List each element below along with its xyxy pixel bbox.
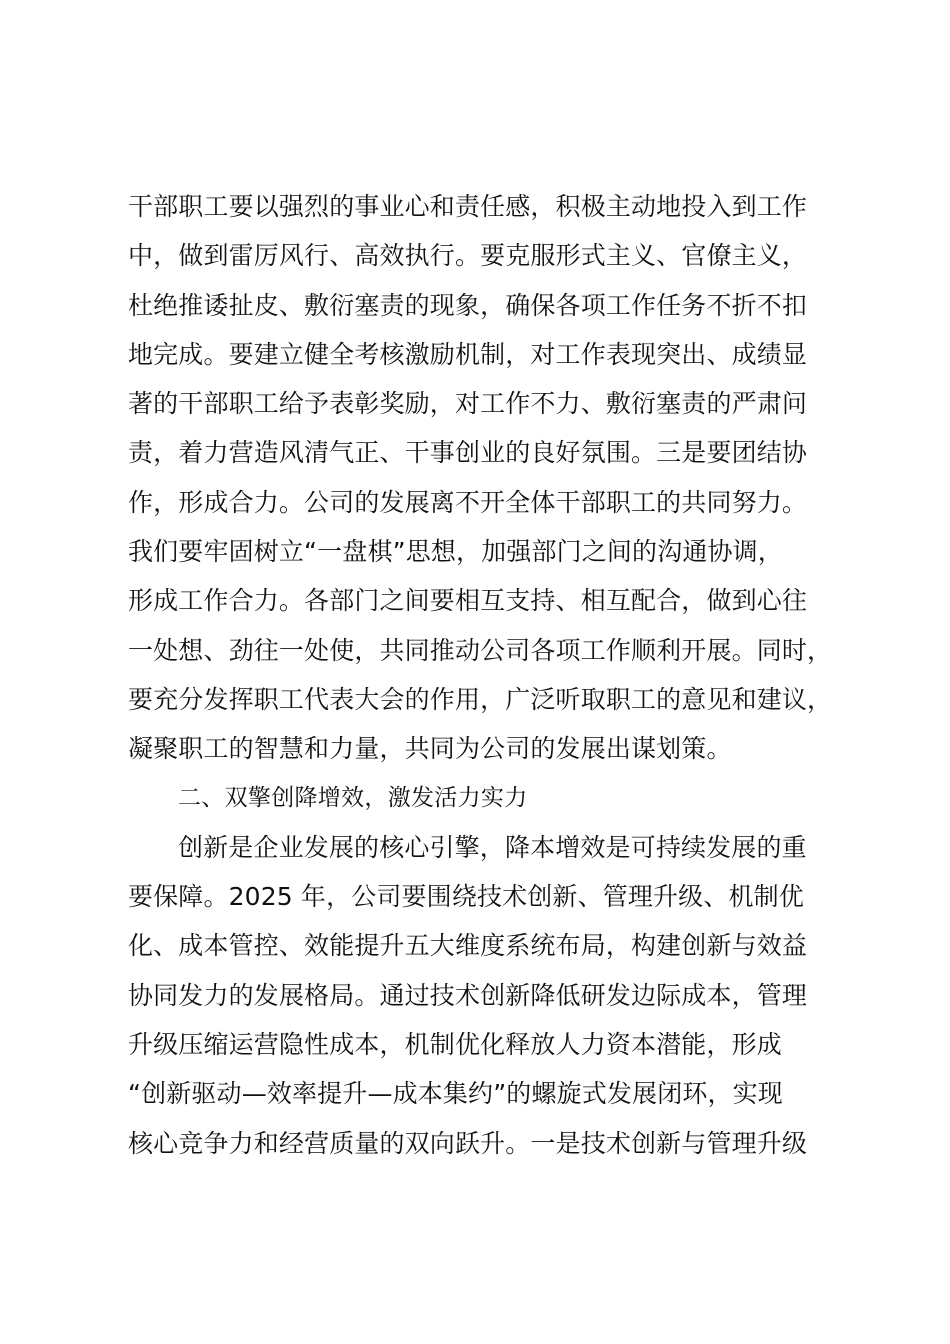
text-line: 要保障。2025 年，公司要围绕技术创新、管理升级、机制优 (128, 882, 804, 912)
text-line: 中，做到雷厉风行、高效执行。要克服形式主义、官僚主义， (128, 241, 808, 271)
text-line: 杜绝推诿扯皮、敷衍塞责的现象，确保各项工作任务不折不扣 (128, 290, 808, 320)
text-line: 协同发力的发展格局。通过技术创新降低研发边际成本，管理 (128, 980, 808, 1010)
text-line: 一处想、劲往一处使，共同推动公司各项工作顺利开展。同时， (128, 635, 833, 665)
text-line: 创新是企业发展的核心引擎，降本增效是可持续发展的重 (178, 832, 807, 862)
section-heading: 二、双擎创降增效，激发活力实力 (178, 784, 528, 811)
text-line: 我们要牢固树立“一盘棋”思想，加强部门之间的沟通协调， (128, 537, 783, 567)
text-line: 形成工作合力。各部门之间要相互支持、相互配合，做到心往 (128, 586, 808, 616)
text-line: 化、成本管控、效能提升五大维度系统布局，构建创新与效益 (128, 931, 808, 961)
text-line: 凝聚职工的智慧和力量，共同为公司的发展出谋划策。 (128, 734, 732, 764)
paragraph-1 (128, 182, 833, 774)
text-line: 地完成。要建立健全考核激励机制，对工作表现突出、成绩显 (128, 339, 808, 369)
text-line: 要充分发挥职工代表大会的作用，广泛听取职工的意见和建议， (128, 684, 833, 714)
document-body (128, 182, 833, 1168)
text-line: 干部职工要以强烈的事业心和责任感，积极主动地投入到工作 (128, 192, 808, 221)
text-line: 著的干部职工给予表彰奖励，对工作不力、敷衍塞责的严肃问 (128, 389, 808, 419)
text-line: 责，着力营造风清气正、干事创业的良好氛围。三是要团结协 (128, 438, 808, 468)
text-line: 核心竞争力和经营质量的双向跃升。一是技术创新与管理升级 (128, 1128, 808, 1158)
text-line: 作，形成合力。公司的发展离不开全体干部职工的共同努力。 (128, 487, 808, 517)
text-line: 升级压缩运营隐性成本，机制优化释放人力资本潜能，形成 (128, 1030, 782, 1060)
text-line: “创新驱动—效率提升—成本集约”的螺旋式发展闭环，实现 (128, 1079, 783, 1109)
paragraph-2 (128, 823, 833, 1168)
